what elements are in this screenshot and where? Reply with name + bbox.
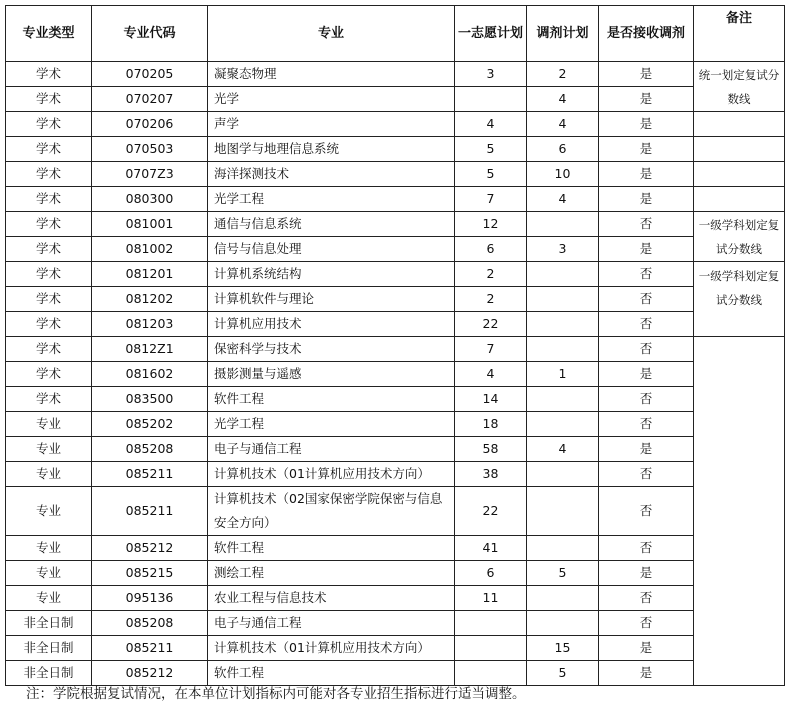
- cell-type: 专业: [6, 412, 92, 437]
- cell-plan: 6: [455, 561, 527, 586]
- cell-major: 地图学与地理信息系统: [208, 137, 455, 162]
- cell-adjust: [527, 412, 599, 437]
- table-row: [6, 312, 785, 337]
- cell-plan: 18: [455, 412, 527, 437]
- cell-type: 非全日制: [6, 661, 92, 686]
- cell-adjust: 10: [527, 162, 599, 187]
- cell-accept: 是: [599, 437, 694, 462]
- cell-adjust: [527, 312, 599, 337]
- cell-adjust: 5: [527, 561, 599, 586]
- table-row: [6, 262, 785, 287]
- cell-adjust: 4: [527, 112, 599, 137]
- table-row: [6, 387, 785, 412]
- cell-adjust: 6: [527, 137, 599, 162]
- header-plan: 一志愿计划: [455, 6, 527, 62]
- cell-accept: 是: [599, 162, 694, 187]
- cell-code: 095136: [92, 586, 208, 611]
- table-row: [6, 187, 785, 212]
- cell-code: 070207: [92, 87, 208, 112]
- cell-plan: 6: [455, 237, 527, 262]
- cell-major: 保密科学与技术: [208, 337, 455, 362]
- cell-accept: 否: [599, 262, 694, 287]
- enrollment-table: [5, 5, 785, 686]
- cell-remark-group3: 一级学科划定复试分数线: [694, 262, 785, 337]
- cell-code: 085208: [92, 437, 208, 462]
- cell-accept: 是: [599, 137, 694, 162]
- table-row: [6, 586, 785, 611]
- cell-code: 085211: [92, 487, 208, 536]
- table-row: [6, 137, 785, 162]
- cell-accept: 否: [599, 212, 694, 237]
- cell-type: 学术: [6, 312, 92, 337]
- cell-remark-empty: [694, 137, 785, 162]
- cell-plan: 4: [455, 112, 527, 137]
- cell-accept: 否: [599, 387, 694, 412]
- cell-remark-empty: [694, 187, 785, 212]
- table-row: [6, 611, 785, 636]
- cell-type: 非全日制: [6, 611, 92, 636]
- cell-adjust: 4: [527, 437, 599, 462]
- header-major: 专业: [208, 6, 455, 62]
- cell-major: 光学工程: [208, 412, 455, 437]
- cell-adjust: 2: [527, 62, 599, 87]
- cell-remark-group2: 一级学科划定复试分数线: [694, 212, 785, 262]
- cell-adjust: [527, 462, 599, 487]
- cell-adjust: 3: [527, 237, 599, 262]
- table-row: [6, 62, 785, 87]
- cell-type: 学术: [6, 112, 92, 137]
- cell-code: 081602: [92, 362, 208, 387]
- cell-major: 软件工程: [208, 661, 455, 686]
- cell-accept: 否: [599, 611, 694, 636]
- cell-type: 学术: [6, 162, 92, 187]
- cell-accept: 否: [599, 312, 694, 337]
- cell-plan: 11: [455, 586, 527, 611]
- cell-major: 光学工程: [208, 187, 455, 212]
- cell-remark-empty: [694, 337, 785, 686]
- table-row: [6, 212, 785, 237]
- cell-plan: 7: [455, 337, 527, 362]
- cell-major: 电子与通信工程: [208, 611, 455, 636]
- table-row: [6, 462, 785, 487]
- cell-adjust: 15: [527, 636, 599, 661]
- cell-code: 083500: [92, 387, 208, 412]
- cell-plan: 5: [455, 162, 527, 187]
- table-row: [6, 87, 785, 112]
- table-row: [6, 337, 785, 362]
- cell-type: 学术: [6, 262, 92, 287]
- cell-major: 计算机技术（01计算机应用技术方向）: [208, 636, 455, 661]
- cell-major: 摄影测量与遥感: [208, 362, 455, 387]
- cell-type: 专业: [6, 437, 92, 462]
- cell-plan: 2: [455, 262, 527, 287]
- table-row: [6, 237, 785, 262]
- cell-code: 085212: [92, 661, 208, 686]
- cell-type: 学术: [6, 337, 92, 362]
- cell-adjust: [527, 536, 599, 561]
- header-adjust: 调剂计划: [527, 6, 599, 62]
- cell-type: 专业: [6, 561, 92, 586]
- table-row: [6, 287, 785, 312]
- cell-type: 专业: [6, 586, 92, 611]
- cell-plan: [455, 636, 527, 661]
- cell-plan: 58: [455, 437, 527, 462]
- cell-type: 专业: [6, 536, 92, 561]
- cell-major: 通信与信息系统: [208, 212, 455, 237]
- cell-accept: 是: [599, 187, 694, 212]
- cell-accept: 是: [599, 636, 694, 661]
- cell-major: 电子与通信工程: [208, 437, 455, 462]
- cell-plan: 41: [455, 536, 527, 561]
- cell-plan: 4: [455, 362, 527, 387]
- cell-major: 海洋探测技术: [208, 162, 455, 187]
- cell-accept: 是: [599, 561, 694, 586]
- cell-accept: 是: [599, 362, 694, 387]
- cell-major: 软件工程: [208, 387, 455, 412]
- cell-major: 计算机应用技术: [208, 312, 455, 337]
- cell-type: 学术: [6, 287, 92, 312]
- table-row: [6, 536, 785, 561]
- cell-major: 计算机技术（01计算机应用技术方向）: [208, 462, 455, 487]
- cell-type: 学术: [6, 362, 92, 387]
- cell-type: 学术: [6, 237, 92, 262]
- cell-type: 学术: [6, 137, 92, 162]
- cell-accept: 是: [599, 112, 694, 137]
- cell-remark-empty: [694, 112, 785, 137]
- table-row: [6, 561, 785, 586]
- cell-adjust: [527, 586, 599, 611]
- cell-major: 测绘工程: [208, 561, 455, 586]
- cell-accept: 是: [599, 87, 694, 112]
- cell-plan: 38: [455, 462, 527, 487]
- cell-adjust: [527, 287, 599, 312]
- cell-accept: 是: [599, 237, 694, 262]
- cell-code: 080300: [92, 187, 208, 212]
- cell-code: 081201: [92, 262, 208, 287]
- cell-code: 0812Z1: [92, 337, 208, 362]
- cell-remark-group1: 统一划定复试分数线: [694, 62, 785, 112]
- cell-type: 非全日制: [6, 636, 92, 661]
- cell-major: 农业工程与信息技术: [208, 586, 455, 611]
- cell-plan: 22: [455, 487, 527, 536]
- cell-adjust: [527, 337, 599, 362]
- footnote: 注：学院根据复试情况，在本单位计划指标内可能对各专业招生指标进行适当调整。: [26, 686, 526, 702]
- cell-plan: [455, 611, 527, 636]
- cell-accept: 否: [599, 287, 694, 312]
- cell-code: 081001: [92, 212, 208, 237]
- cell-code: 081202: [92, 287, 208, 312]
- table-row: [6, 412, 785, 437]
- cell-code: 070503: [92, 137, 208, 162]
- cell-code: 085211: [92, 462, 208, 487]
- cell-adjust: 1: [527, 362, 599, 387]
- cell-major: 计算机软件与理论: [208, 287, 455, 312]
- cell-major: 信号与信息处理: [208, 237, 455, 262]
- cell-major: 声学: [208, 112, 455, 137]
- cell-accept: 是: [599, 62, 694, 87]
- cell-type: 专业: [6, 487, 92, 536]
- cell-type: 学术: [6, 212, 92, 237]
- cell-type: 学术: [6, 62, 92, 87]
- cell-major: 光学: [208, 87, 455, 112]
- cell-adjust: 5: [527, 661, 599, 686]
- cell-accept: 否: [599, 536, 694, 561]
- cell-code: 0707Z3: [92, 162, 208, 187]
- cell-plan: 22: [455, 312, 527, 337]
- cell-accept: 否: [599, 462, 694, 487]
- cell-major: 计算机技术（02国家保密学院保密与信息安全方向）: [208, 487, 455, 536]
- cell-remark-empty: [694, 162, 785, 187]
- table-row: [6, 487, 785, 536]
- header-accept: 是否接收调剂: [599, 6, 694, 62]
- cell-accept: 否: [599, 586, 694, 611]
- header-remark: 备注: [694, 6, 785, 62]
- cell-plan: 2: [455, 287, 527, 312]
- cell-major: 计算机系统结构: [208, 262, 455, 287]
- cell-adjust: 4: [527, 187, 599, 212]
- table-row: [6, 112, 785, 137]
- cell-code: 081203: [92, 312, 208, 337]
- cell-adjust: [527, 212, 599, 237]
- table-row: [6, 437, 785, 462]
- cell-code: 070205: [92, 62, 208, 87]
- cell-plan: [455, 87, 527, 112]
- cell-type: 学术: [6, 87, 92, 112]
- cell-adjust: [527, 487, 599, 536]
- cell-type: 学术: [6, 187, 92, 212]
- cell-code: 085208: [92, 611, 208, 636]
- cell-accept: 否: [599, 412, 694, 437]
- cell-plan: 14: [455, 387, 527, 412]
- cell-adjust: [527, 611, 599, 636]
- cell-adjust: 4: [527, 87, 599, 112]
- table-header-row: [6, 6, 785, 62]
- cell-code: 085212: [92, 536, 208, 561]
- cell-adjust: [527, 262, 599, 287]
- cell-code: 085211: [92, 636, 208, 661]
- table-row: [6, 636, 785, 661]
- cell-code: 070206: [92, 112, 208, 137]
- cell-code: 085202: [92, 412, 208, 437]
- cell-plan: 7: [455, 187, 527, 212]
- cell-code: 085215: [92, 561, 208, 586]
- cell-plan: 12: [455, 212, 527, 237]
- cell-plan: 5: [455, 137, 527, 162]
- header-code: 专业代码: [92, 6, 208, 62]
- table-row: [6, 162, 785, 187]
- header-type: 专业类型: [6, 6, 92, 62]
- cell-accept: 否: [599, 487, 694, 536]
- cell-type: 学术: [6, 387, 92, 412]
- cell-plan: 3: [455, 62, 527, 87]
- cell-major: 软件工程: [208, 536, 455, 561]
- cell-major: 凝聚态物理: [208, 62, 455, 87]
- table-row: [6, 362, 785, 387]
- cell-type: 专业: [6, 462, 92, 487]
- cell-adjust: [527, 387, 599, 412]
- cell-accept: 是: [599, 661, 694, 686]
- cell-code: 081002: [92, 237, 208, 262]
- cell-accept: 否: [599, 337, 694, 362]
